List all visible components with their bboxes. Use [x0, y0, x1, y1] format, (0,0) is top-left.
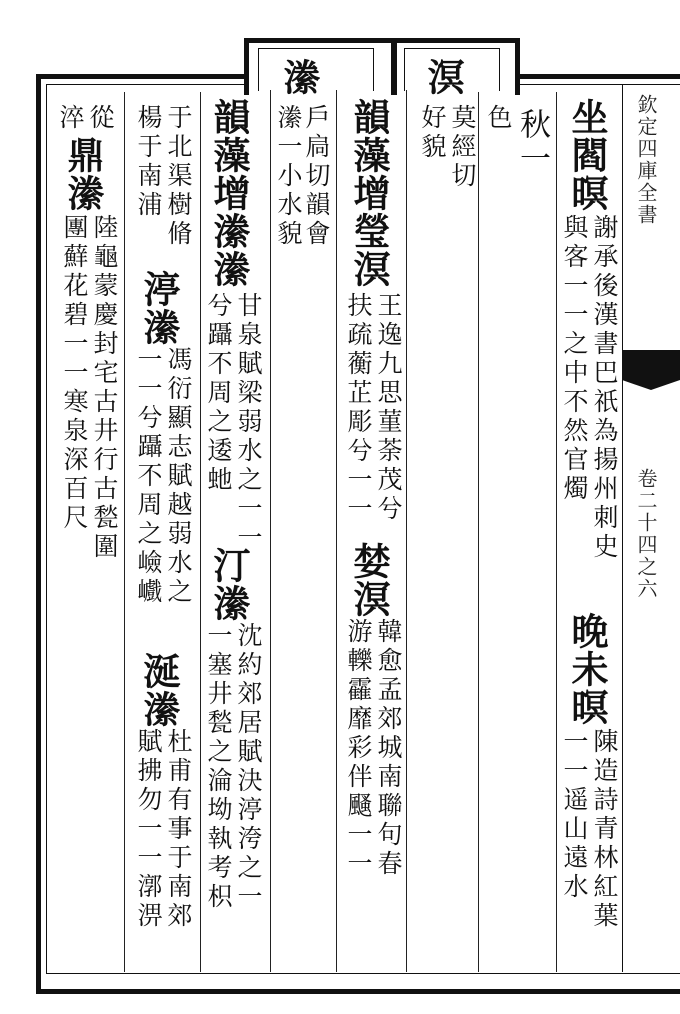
annotation: 與客一一之中不然官燭	[560, 214, 589, 504]
headword: 婪溟	[347, 542, 391, 618]
annotation: 楊于南浦	[134, 104, 163, 220]
annotation: 莫經切	[448, 104, 477, 191]
annotation: 淬	[56, 104, 85, 133]
column-rule	[124, 92, 125, 972]
fish-tail-mark	[622, 350, 680, 380]
annotation: 好貌	[418, 104, 447, 162]
text-column: 色	[484, 104, 513, 133]
headword: 坐閻暝	[565, 98, 609, 212]
column-rule	[200, 92, 201, 972]
headword: 汀潫	[207, 546, 251, 622]
annotation: 游轢靃靡彩伴颾一一	[344, 618, 373, 879]
column-rule	[406, 90, 407, 972]
volume-number: 卷二十四之六	[634, 468, 658, 600]
column-rule	[336, 90, 337, 972]
column-rule	[270, 90, 271, 972]
annotation: 陸龜蒙慶封宅古井行古甃圍	[90, 214, 119, 562]
annotation: 一一兮躡不周之嶮巇	[134, 346, 163, 607]
annotation: 韓愈孟郊城南聯句春	[374, 618, 403, 879]
annotation: 杜甫有事于南郊	[164, 728, 193, 931]
annotation: 馮衍顯志賦越弱水之	[164, 346, 193, 607]
headword: 渟潫	[137, 270, 181, 346]
annotation: 一一遥山遠水	[560, 728, 589, 902]
annotation: 于北渠樹脩	[164, 104, 193, 249]
annotation: 從	[86, 104, 115, 133]
headword: 潫	[277, 58, 321, 96]
text-column: 秋一	[514, 108, 550, 176]
annotation: 潫一小水貌	[274, 104, 303, 249]
series-title: 欽定四庫全書	[634, 94, 658, 226]
annotation: 一塞井甃之淪坳執考枳	[204, 622, 233, 912]
column-rule	[478, 92, 479, 972]
annotation: 王逸九思菫荼茂兮	[374, 292, 403, 524]
annotation: 甘泉賦梁弱水之一一	[234, 292, 263, 553]
headword: 韻藻增潫潫	[207, 98, 251, 288]
headword: 溟	[421, 58, 465, 96]
annotation: 兮躡不周之逶虵	[204, 292, 233, 495]
column-rule	[556, 92, 557, 972]
annotation: 謝承後漢書巴祇為揚州刺史	[590, 214, 619, 562]
annotation: 沈約郊居賦決渟洿之一	[234, 622, 263, 912]
annotation: 陳造詩青林紅葉	[590, 728, 619, 931]
annotation: 賦拂勿一一漷淠	[134, 728, 163, 931]
annotation: 戶扃切韻會	[302, 104, 331, 249]
headword: 韻藻增瑩溟	[347, 98, 391, 288]
headword: 涎潫	[137, 652, 181, 728]
annotation: 團蘚花碧一一寒泉深百尺	[60, 214, 89, 533]
headword: 晚未暝	[565, 612, 609, 726]
headword: 鼎潫	[61, 136, 105, 212]
annotation: 扶疏蘅芷彫兮一一	[344, 292, 373, 524]
